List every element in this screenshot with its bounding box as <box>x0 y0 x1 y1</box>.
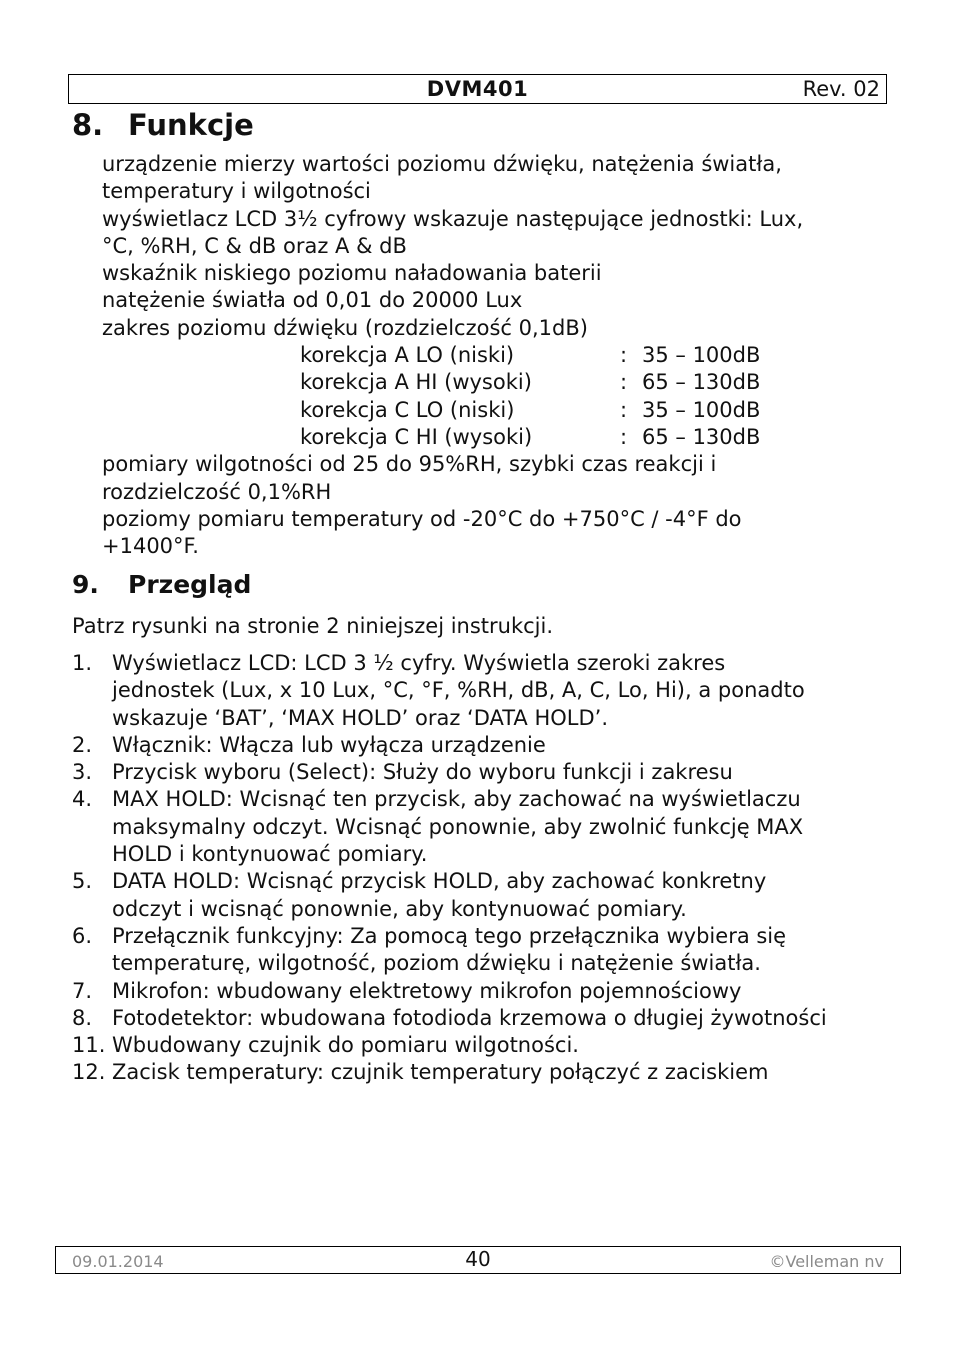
item-text: Wbudowany czujnik do pomiaru wilgotności. <box>112 1033 579 1058</box>
list-item <box>72 978 902 1005</box>
item-text: temperaturę, wilgotność, poziom dźwięku i natężenie światła. <box>112 951 761 976</box>
item-text: DATA HOLD: Wcisnąć przycisk HOLD, aby zachować konkretny <box>112 869 767 894</box>
item-text: maksymalny odczyt. Wcisnąć ponownie, aby zwolnić funkcję MAX <box>112 814 804 839</box>
revision-label: Rev. 02 <box>802 77 880 101</box>
item-number: 5. <box>72 869 93 894</box>
list-item <box>72 759 902 786</box>
item-text: Przycisk wyboru (Select): Służy do wyboru funkcji i zakresu <box>112 760 733 785</box>
feature-line: natężenie światła od 0,01 do 20000 Lux <box>102 288 523 313</box>
page-header <box>68 74 887 104</box>
range-colon: : <box>620 397 628 422</box>
section-9-intro: Patrz rysunki na stronie 2 niniejszej instrukcji. <box>72 614 554 638</box>
item-number: 4. <box>72 787 93 812</box>
item-number: 11. <box>72 1033 106 1058</box>
range-value: 35 – 100dB <box>642 343 761 368</box>
feature-line: urządzenie mierzy wartości poziomu dźwięku, natężenia światła, <box>102 152 782 176</box>
range-label: korekcja C HI (wysoki) <box>300 424 533 449</box>
feature-line: wyświetlacz LCD 3½ cyfrowy wskazuje następujące jednostki: Lux, <box>102 206 804 231</box>
range-value: 35 – 100dB <box>642 397 761 422</box>
document-title: DVM401 <box>426 77 529 101</box>
section-number: 8. <box>72 108 104 142</box>
section-number: 9. <box>72 570 99 599</box>
range-value: 65 – 130dB <box>642 370 761 395</box>
list-item <box>72 923 902 978</box>
item-text: HOLD i kontynuować pomiary. <box>112 842 428 867</box>
item-text: Wyświetlacz LCD: LCD 3 ½ cyfry. Wyświetla szeroki zakres <box>112 651 726 675</box>
overview-list <box>72 650 902 1087</box>
section-title: Przegląd <box>128 570 252 599</box>
item-text: jednostek (Lux, x 10 Lux, °C, °F, %RH, dB, A, C, Lo, Hi), a ponadto <box>112 678 805 703</box>
item-number: 7. <box>72 978 93 1003</box>
list-item <box>72 786 902 868</box>
list-item <box>72 868 902 923</box>
feature-line: temperatury i wilgotności <box>102 179 371 204</box>
section-9-heading <box>72 570 251 599</box>
item-text: Zacisk temperatury: czujnik temperatury połączyć z zaciskiem <box>112 1060 769 1085</box>
range-label: korekcja C LO (niski) <box>300 397 515 422</box>
page-footer <box>55 1246 901 1274</box>
section-title: Funkcje <box>128 108 254 142</box>
item-number: 12. <box>72 1060 106 1085</box>
item-number: 3. <box>72 760 93 785</box>
item-text: Przełącznik funkcyjny: Za pomocą tego przełącznika wybiera się <box>112 923 787 948</box>
item-text: MAX HOLD: Wcisnąć ten przycisk, aby zachować na wyświetlaczu <box>112 787 801 812</box>
range-label: korekcja A HI (wysoki) <box>300 370 532 395</box>
list-item <box>72 732 902 759</box>
sound-range-row <box>102 342 902 369</box>
feature-line: +1400°F. <box>102 534 199 559</box>
range-colon: : <box>620 424 628 449</box>
item-text: odczyt i wcisnąć ponownie, aby kontynuować pomiary. <box>112 896 687 921</box>
list-item <box>72 650 902 732</box>
item-number: 6. <box>72 923 93 948</box>
section-8-heading <box>72 108 254 142</box>
sound-range-row <box>102 369 902 396</box>
feature-line: °C, %RH, C & dB oraz A & dB <box>102 233 407 258</box>
footer-date: 09.01.2014 <box>72 1252 164 1271</box>
feature-line: poziomy pomiaru temperatury od -20°C do +750°C / -4°F do <box>102 506 742 531</box>
range-colon: : <box>620 343 628 368</box>
list-item <box>72 1032 902 1059</box>
item-text: wskazuje ‘BAT’, ‘MAX HOLD’ oraz ‘DATA HOLD’. <box>112 705 609 730</box>
item-number: 8. <box>72 1005 93 1030</box>
range-label: korekcja A LO (niski) <box>300 343 515 368</box>
list-item <box>72 1005 902 1032</box>
section-8-body <box>102 151 902 560</box>
page-number: 40 <box>465 1247 491 1271</box>
sound-range-row <box>102 397 902 424</box>
feature-line: pomiary wilgotności od 25 do 95%RH, szybki czas reakcji i <box>102 452 717 477</box>
item-text: Włącznik: Włącza lub wyłącza urządzenie <box>112 732 546 757</box>
feature-line: rozdzielczość 0,1%RH <box>102 479 332 504</box>
item-number: 2. <box>72 732 93 757</box>
range-value: 65 – 130dB <box>642 424 761 449</box>
item-number: 1. <box>72 651 93 675</box>
sound-range-row <box>102 424 902 451</box>
item-text: Mikrofon: wbudowany elektretowy mikrofon pojemnościowy <box>112 978 742 1003</box>
range-colon: : <box>620 370 628 395</box>
item-text: Fotodetektor: wbudowana fotodioda krzemowa o długiej żywotności <box>112 1005 827 1030</box>
list-item <box>72 1059 902 1086</box>
footer-copyright: ©Velleman nv <box>769 1252 884 1271</box>
feature-line: wskaźnik niskiego poziomu naładowania baterii <box>102 261 602 286</box>
feature-line: zakres poziomu dźwięku (rozdzielczość 0,1dB) <box>102 315 588 340</box>
